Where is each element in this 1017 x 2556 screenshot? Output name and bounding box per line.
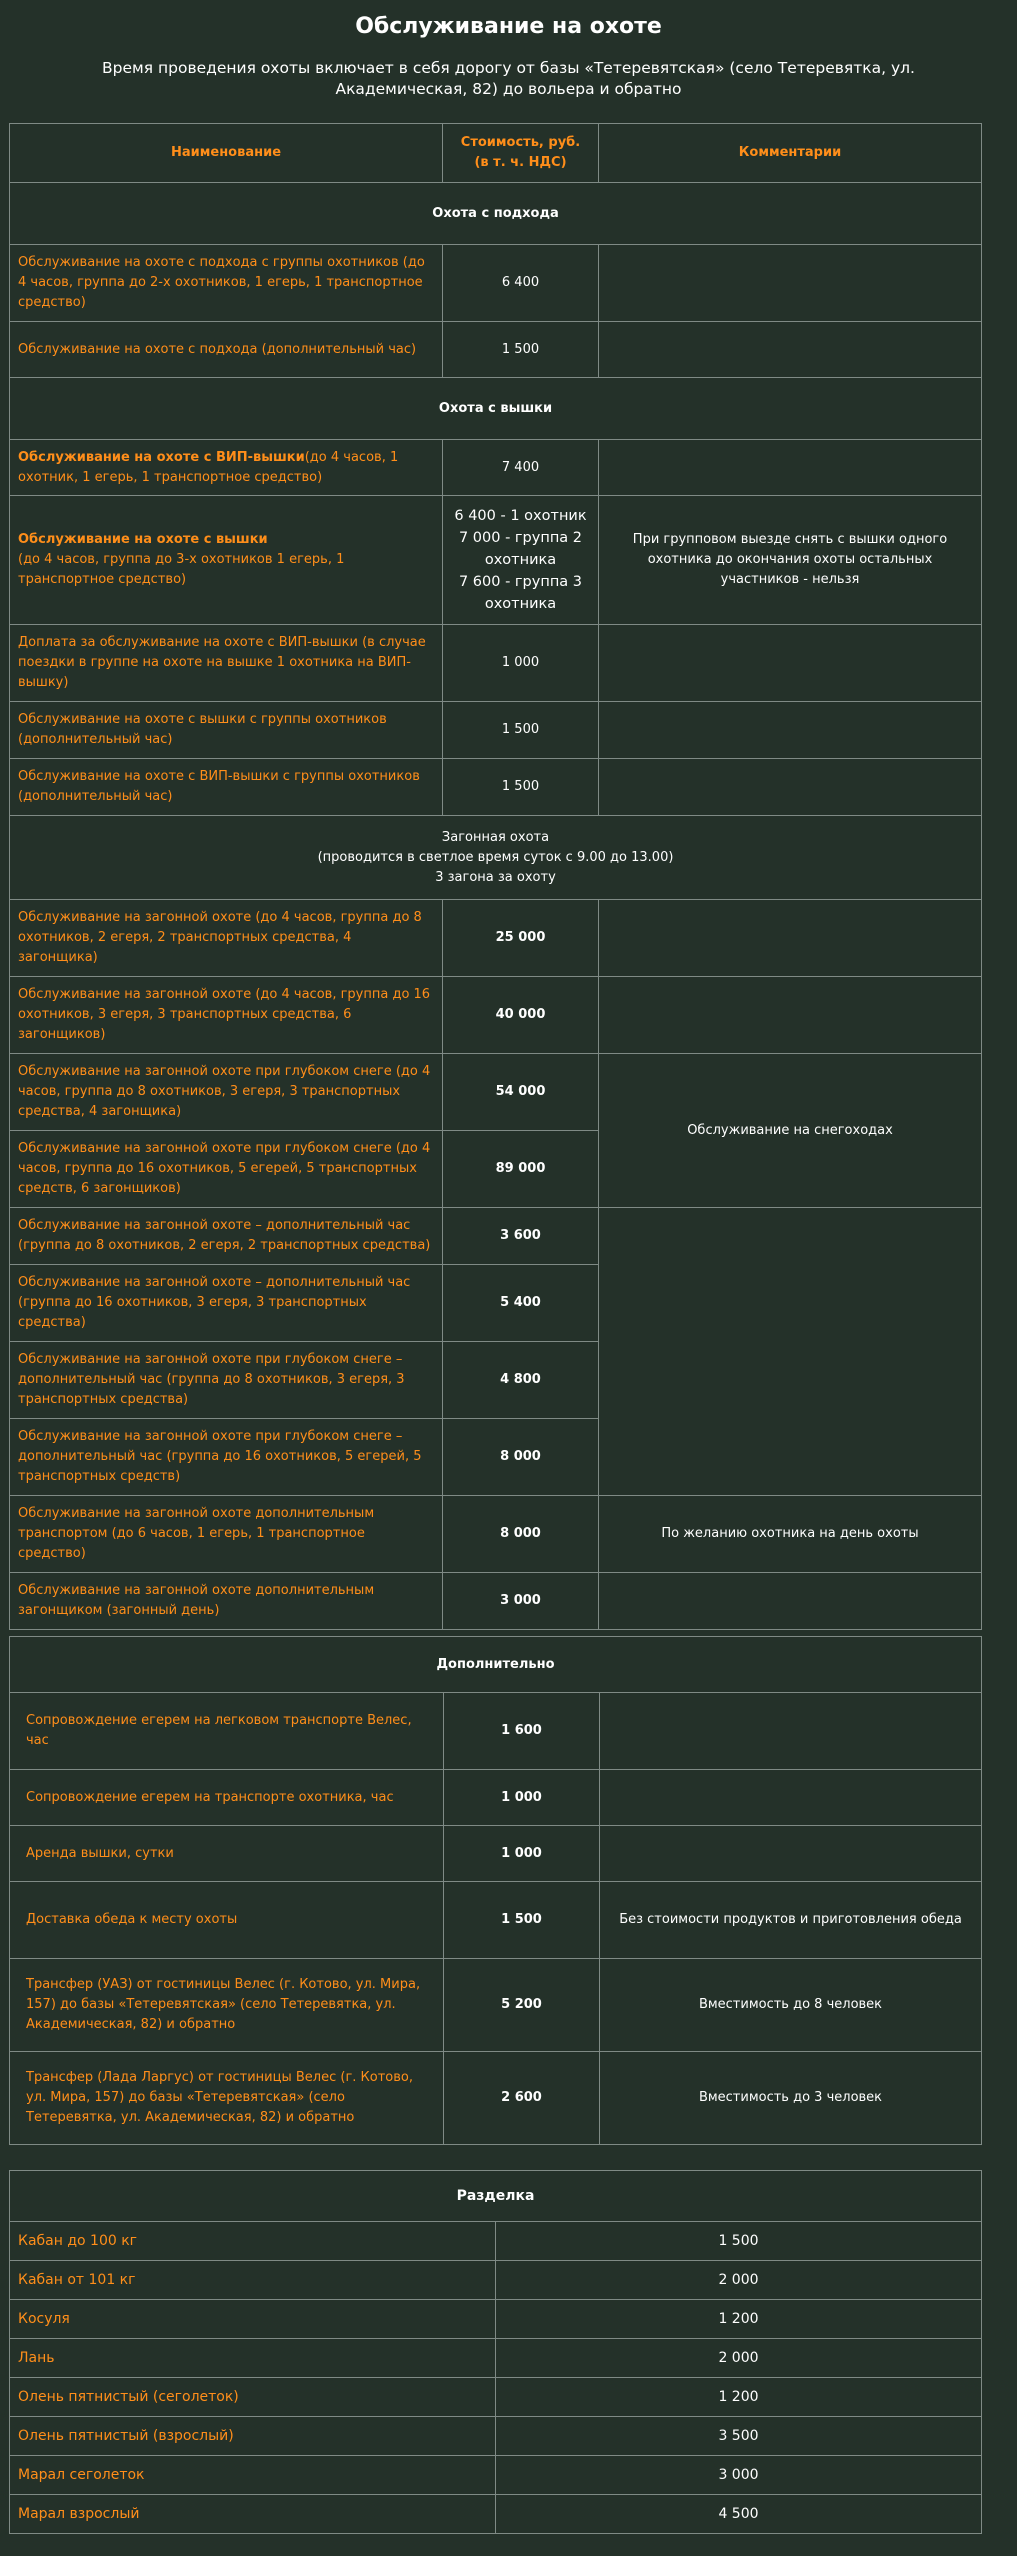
service-price: 3 000 [443, 1573, 599, 1630]
service-comment [599, 322, 982, 378]
service-comment [599, 245, 982, 322]
table-row [10, 1496, 982, 1573]
service-comment [599, 900, 982, 977]
carcass-price: 1 200 [496, 2300, 982, 2339]
service-price: 1 000 [443, 625, 599, 702]
service-comment: При групповом выезде снять с вышки одного охотника до окончания охоты остальных участников - нельзя [599, 496, 982, 625]
service-comment [599, 702, 982, 759]
service-price: 1 500 [443, 702, 599, 759]
table-row [10, 2052, 982, 2145]
service-name: Обслуживание на охоте с вышки (до 4 часов, группа до 3-х охотников 1 егерь, 1 транспортное средство) [10, 496, 443, 625]
service-name: Обслуживание на охоте с вышки с группы охотников (дополнительный час) [10, 702, 443, 759]
service-price: 8 000 [443, 1496, 599, 1573]
table-row [10, 2417, 982, 2456]
section-row-approach [10, 183, 982, 245]
service-price: 3 600 [443, 1208, 599, 1265]
table-header-row [10, 124, 982, 183]
service-name: Обслуживание на загонной охоте при глубоком снеге – дополнительный час (группа до 8 охотников, 3 егеря, 3 транспортных средства) [10, 1342, 443, 1419]
razdelka-table [9, 2170, 982, 2534]
service-name: Обслуживание на охоте с ВИП-вышки(до 4 часов, 1 охотник, 1 егерь, 1 транспортное средство) [10, 440, 443, 496]
razdelka-title: Разделка [10, 2171, 982, 2222]
table-row [10, 2300, 982, 2339]
service-price: 7 400 [443, 440, 599, 496]
table-row [10, 759, 982, 816]
service-name: Обслуживание на загонной охоте (до 4 часов, группа до 16 охотников, 3 егеря, 3 транспортных средства, 6 загонщиков) [10, 977, 443, 1054]
service-name: Сопровождение егерем на транспорте охотника, час [10, 1770, 444, 1826]
service-price: 5 400 [443, 1265, 599, 1342]
table-row [10, 1054, 982, 1131]
service-comment [599, 1208, 982, 1496]
carcass-name: Олень пятнистый (взрослый) [10, 2417, 496, 2456]
service-price: 1 000 [444, 1770, 600, 1826]
carcass-price: 1 200 [496, 2378, 982, 2417]
service-name: Трансфер (УАЗ) от гостиницы Велес (г. Котово, ул. Мира, 157) до базы «Тетеревятская» (село Тетеревятка, ул. Академическая, 82) и обратно [10, 1959, 444, 2052]
carcass-name: Косуля [10, 2300, 496, 2339]
service-name: Обслуживание на загонной охоте – дополнительный час (группа до 8 охотников, 2 егеря, 2 транспортных средства) [10, 1208, 443, 1265]
carcass-name: Марал сеголеток [10, 2456, 496, 2495]
carcass-name: Марал взрослый [10, 2495, 496, 2534]
service-name: Обслуживание на охоте с ВИП-вышки с группы охотников (дополнительный час) [10, 759, 443, 816]
service-name: Трансфер (Лада Ларгус) от гостиницы Велес (г. Котово, ул. Мира, 157) до базы «Тетеревятская» (село Тетеревятка, ул. Академическая, 82) и обратно [10, 2052, 444, 2145]
service-comment: Обслуживание на снегоходах [599, 1054, 982, 1208]
carcass-name: Олень пятнистый (сеголеток) [10, 2378, 496, 2417]
service-price: 40 000 [443, 977, 599, 1054]
header-price: Стоимость, руб. (в т. ч. НДС) [443, 124, 599, 183]
section-title-extra: Дополнительно [10, 1637, 982, 1693]
service-comment [599, 977, 982, 1054]
service-price: 4 800 [443, 1342, 599, 1419]
service-name: Обслуживание на загонной охоте – дополнительный час (группа до 16 охотников, 3 егеря, 3 транспортных средства) [10, 1265, 443, 1342]
table-row [10, 1208, 982, 1265]
carcass-price: 2 000 [496, 2339, 982, 2378]
table-row [10, 1573, 982, 1630]
table-row [10, 1959, 982, 2052]
service-comment [599, 759, 982, 816]
section-row-tower [10, 378, 982, 440]
service-price: 1 500 [444, 1882, 600, 1959]
carcass-price: 1 500 [496, 2222, 982, 2261]
table-row [10, 2261, 982, 2300]
carcass-name: Кабан от 101 кг [10, 2261, 496, 2300]
razdelka-title-row [10, 2171, 982, 2222]
carcass-price: 4 500 [496, 2495, 982, 2534]
service-price: 6 400 [443, 245, 599, 322]
service-comment [599, 625, 982, 702]
service-name: Обслуживание на загонной охоте при глубоком снеге (до 4 часов, группа до 8 охотников, 3 егеря, 3 транспортных средства, 4 загонщика) [10, 1054, 443, 1131]
service-price: 54 000 [443, 1054, 599, 1131]
extra-services-table [9, 1636, 982, 2145]
table-row [10, 440, 982, 496]
table-row [10, 1826, 982, 1882]
service-comment: Вместимость до 3 человек [600, 2052, 982, 2145]
carcass-price: 3 000 [496, 2456, 982, 2495]
service-name: Сопровождение егерем на легковом транспорте Велес, час [10, 1693, 444, 1770]
table-row [10, 2456, 982, 2495]
table-row [10, 322, 982, 378]
header-comment: Комментарии [599, 124, 982, 183]
table-row [10, 2378, 982, 2417]
service-comment [599, 1573, 982, 1630]
table-row [10, 900, 982, 977]
service-name: Доплата за обслуживание на охоте с ВИП-вышки (в случае поездки в группе на охоте на вышке 1 охотника на ВИП-вышку) [10, 625, 443, 702]
service-price: 8 000 [443, 1419, 599, 1496]
service-price: 25 000 [443, 900, 599, 977]
service-name: Обслуживание на загонной охоте дополнительным транспортом (до 6 часов, 1 егерь, 1 транспортное средство) [10, 1496, 443, 1573]
table-row [10, 1882, 982, 1959]
service-comment [600, 1693, 982, 1770]
carcass-name: Лань [10, 2339, 496, 2378]
page-subtitle: Время проведения охоты включает в себя дорогу от базы «Тетеревятская» (село Тетеревятка, ул. Академическая, 82) до вольера и обратно [102, 59, 915, 98]
service-price: 1 000 [444, 1826, 600, 1882]
service-price: 6 400 - 1 охотник 7 000 - группа 2 охотника 7 600 - группа 3 охотника [443, 496, 599, 625]
table-row [10, 625, 982, 702]
header-name: Наименование [10, 124, 443, 183]
service-name: Обслуживание на охоте с подхода (дополнительный час) [10, 322, 443, 378]
service-name: Аренда вышки, сутки [10, 1826, 444, 1882]
carcass-price: 3 500 [496, 2417, 982, 2456]
carcass-name: Кабан до 100 кг [10, 2222, 496, 2261]
service-price: 1 600 [444, 1693, 600, 1770]
carcass-price: 2 000 [496, 2261, 982, 2300]
table-row [10, 2495, 982, 2534]
service-comment [600, 1826, 982, 1882]
section-row-extra [10, 1637, 982, 1693]
page-title: Обслуживание на охоте [355, 14, 662, 39]
service-price: 1 500 [443, 759, 599, 816]
service-price: 5 200 [444, 1959, 600, 2052]
service-comment: Без стоимости продуктов и приготовления обеда [600, 1882, 982, 1959]
service-name: Доставка обеда к месту охоты [10, 1882, 444, 1959]
service-name: Обслуживание на загонной охоте дополнительным загонщиком (загонный день) [10, 1573, 443, 1630]
service-comment: Вместимость до 8 человек [600, 1959, 982, 2052]
table-row [10, 2222, 982, 2261]
service-price: 1 500 [443, 322, 599, 378]
table-row [10, 1693, 982, 1770]
table-row [10, 496, 982, 625]
service-name: Обслуживание на загонной охоте при глубоком снеге (до 4 часов, группа до 16 охотников, 5 егерей, 5 транспортных средств, 6 загонщиков) [10, 1131, 443, 1208]
section-title-tower: Охота с вышки [10, 378, 982, 440]
section-title-driven: Загонная охота (проводится в светлое время суток с 9.00 до 13.00) 3 загона за охоту [10, 816, 982, 900]
service-price: 2 600 [444, 2052, 600, 2145]
service-name: Обслуживание на загонной охоте (до 4 часов, группа до 8 охотников, 2 егеря, 2 транспортных средства, 4 загонщика) [10, 900, 443, 977]
table-row [10, 2339, 982, 2378]
section-title-approach: Охота с подхода [10, 183, 982, 245]
table-row [10, 977, 982, 1054]
table-row [10, 245, 982, 322]
section-row-driven [10, 816, 982, 900]
table-row [10, 1770, 982, 1826]
hunting-services-table [9, 123, 982, 1630]
service-name: Обслуживание на загонной охоте при глубоком снеге – дополнительный час (группа до 16 охотников, 5 егерей, 5 транспортных средств) [10, 1419, 443, 1496]
table-row [10, 702, 982, 759]
service-price: 89 000 [443, 1131, 599, 1208]
service-name: Обслуживание на охоте с подхода с группы охотников (до 4 часов, группа до 2-х охотников, 1 егерь, 1 транспортное средство) [10, 245, 443, 322]
service-comment [599, 440, 982, 496]
service-comment: По желанию охотника на день охоты [599, 1496, 982, 1573]
service-comment [600, 1770, 982, 1826]
